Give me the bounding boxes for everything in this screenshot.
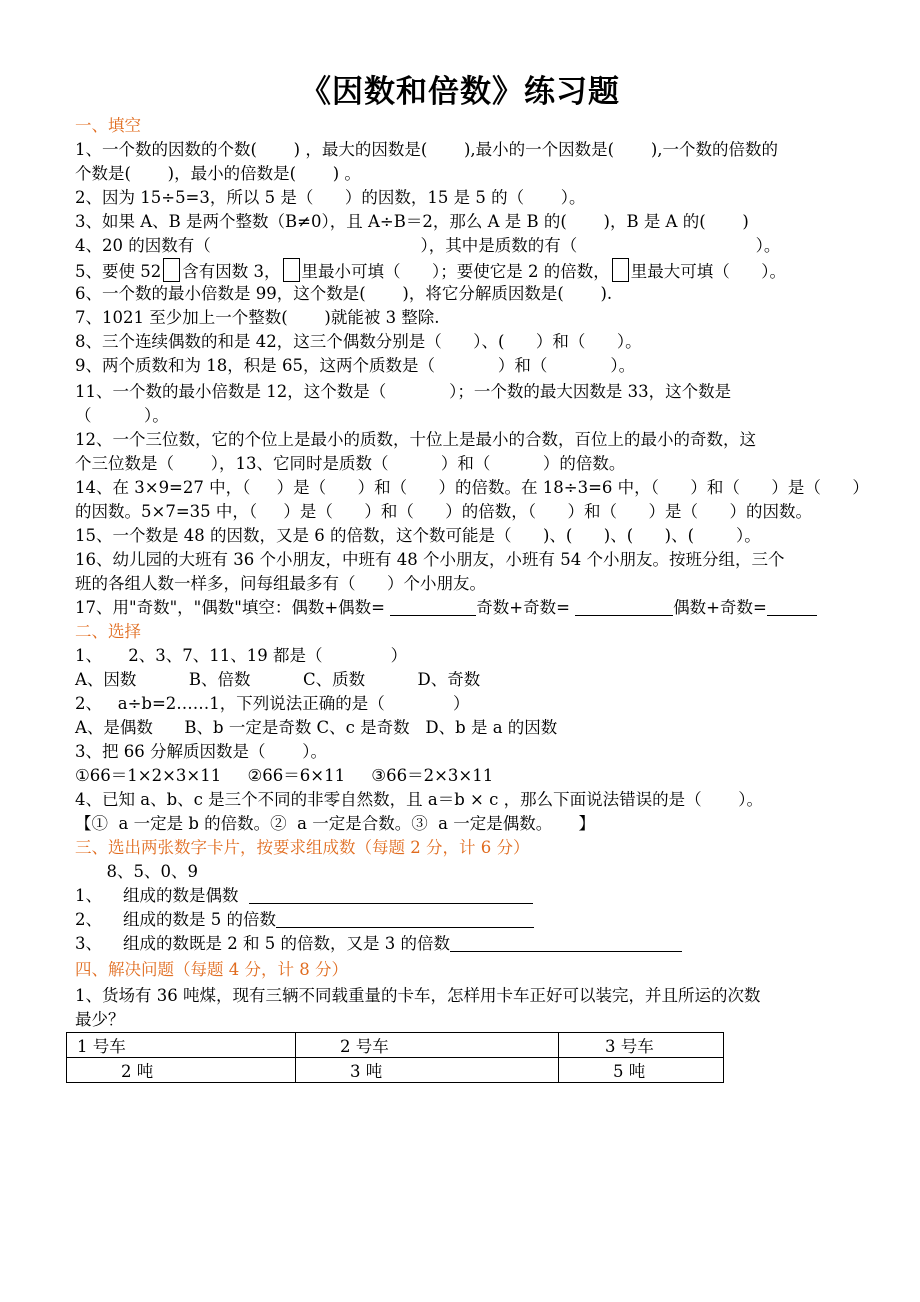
answer-line[interactable] — [249, 885, 533, 904]
cards-question-3 — [75, 932, 682, 956]
table-header-cell: 3 号车 — [559, 1033, 724, 1058]
question-17-part2: 奇数+奇数= — [476, 598, 576, 617]
question-5 — [75, 258, 786, 284]
section-header-choice: 二、选择 — [75, 622, 141, 641]
question-5-part2: 含有因数 3， — [182, 262, 281, 281]
page-title: 《因数和倍数》练习题 — [300, 74, 620, 110]
table-cell: 5 吨 — [559, 1058, 724, 1083]
section-header-fill-blank: 一、填空 — [75, 116, 141, 135]
table-row — [67, 1033, 724, 1058]
section-header-problem-solving: 四、解决问题（每题 4 分，计 8 分） — [75, 960, 348, 979]
choice-question-1-options: A、因数 B、倍数 C、质数 D、奇数 — [75, 670, 481, 689]
question-16a: 16、幼儿园的大班有 36 个小朋友，中班有 48 个小朋友，小班有 54 个小朋友。按班分组，三个 — [75, 550, 785, 569]
choice-question-4: 4、已知 a、b、c 是三个不同的非零自然数，且 a＝b × c ，那么下面说法错误的是（ ）。 — [75, 790, 764, 809]
answer-box[interactable] — [283, 258, 300, 282]
question-4: 4、20 的因数有（ ），其中是质数的有（ ）。 — [75, 236, 781, 255]
question-11b: （ ）。 — [75, 406, 169, 425]
cards-question-2 — [75, 908, 534, 932]
table-cell: 3 吨 — [296, 1058, 559, 1083]
table-header-cell: 1 号车 — [67, 1033, 296, 1058]
question-17-part3: 偶数+奇数= — [673, 598, 767, 617]
choice-question-2-options: A、是偶数 B、b 一定是奇数 C、c 是奇数 D、b 是 a 的因数 — [75, 718, 558, 737]
choice-question-4-options: 【① a 一定是 b 的倍数。② a 一定是合数。③ a 一定是偶数。 】 — [75, 814, 595, 833]
section-header-number-cards: 三、选出两张数字卡片，按要求组成数（每题 2 分，计 6 分） — [75, 838, 530, 857]
cards-question-1-text: 1、 组成的数是偶数 — [75, 886, 249, 905]
table-header-cell: 2 号车 — [296, 1033, 559, 1058]
answer-box[interactable] — [163, 258, 180, 282]
answer-line[interactable] — [276, 909, 534, 928]
question-1b: 个数是( )，最小的倍数是( ) 。 — [75, 164, 361, 183]
number-cards: 8、5、0、9 — [75, 862, 198, 881]
question-3: 3、如果 A、B 是两个整数（B≠0），且 A÷B＝2，那么 A 是 B 的( )，B 是 A 的( ) — [75, 212, 749, 231]
question-12b: 个三位数是（ ），13、它同时是质数（ ）和（ ）的倍数。 — [75, 454, 626, 473]
question-7: 7、1021 至少加上一个整数( )就能被 3 整除. — [75, 308, 440, 327]
table-cell: 2 吨 — [67, 1058, 296, 1083]
cards-question-2-text: 2、 组成的数是 5 的倍数 — [75, 910, 276, 929]
question-5-part4: 里最大可填（ ）。 — [630, 262, 786, 281]
question-2: 2、因为 15÷5=3，所以 5 是（ ）的因数，15 是 5 的（ ）。 — [75, 188, 586, 207]
table-row — [67, 1058, 724, 1083]
question-11a: 11、一个数的最小倍数是 12，这个数是（ ）；一个数的最大因数是 33，这个数是 — [75, 382, 732, 401]
answer-line[interactable] — [767, 597, 817, 616]
answer-line[interactable] — [450, 933, 682, 952]
choice-question-2: 2、 a÷b=2……1，下列说法正确的是（ ） — [75, 694, 470, 713]
cards-question-1 — [75, 884, 533, 908]
question-14b: 的因数。5×7=35 中，（ ）是（ ）和（ ）的倍数，（ ）和（ ）是（ ）的因数。 — [75, 502, 812, 521]
problem-1a: 1、货场有 36 吨煤，现有三辆不同载重量的卡车，怎样用卡车正好可以装完，并且所运的次数 — [75, 986, 761, 1005]
choice-question-1: 1、 2、3、7、11、19 都是（ ） — [75, 646, 408, 665]
question-17 — [75, 596, 817, 620]
cards-question-3-text: 3、 组成的数既是 2 和 5 的倍数，又是 3 的倍数 — [75, 934, 450, 953]
question-8: 8、三个连续偶数的和是 42，这三个偶数分别是（ ）、( ）和（ ）。 — [75, 332, 642, 351]
problem-1b: 最少？ — [75, 1010, 125, 1029]
truck-capacity-table — [66, 1032, 724, 1083]
question-14a: 14、在 3×9=27 中，（ ）是（ ）和（ ）的倍数。在 18÷3=6 中，（ ）和（ ）是（ ） — [75, 478, 869, 497]
question-5-part3: 里最小可填（ ）；要使它是 2 的倍数， — [301, 262, 610, 281]
question-1a: 1、一个数的因数的个数( ) ，最大的因数是( ),最小的一个因数是( ),一个数的倍数的 — [75, 140, 778, 159]
question-12a: 12、一个三位数，它的个位上是最小的质数，十位上是最小的合数，百位上的最小的奇数，这 — [75, 430, 756, 449]
answer-line[interactable] — [390, 597, 476, 616]
question-17-part1: 17、用"奇数"，"偶数"填空：偶数+偶数= — [75, 598, 391, 617]
question-9: 9、两个质数和为 18，积是 65，这两个质数是（ ）和（ ）。 — [75, 356, 636, 375]
answer-line[interactable] — [575, 597, 673, 616]
answer-box[interactable] — [612, 258, 629, 282]
choice-question-3: 3、把 66 分解质因数是（ ）。 — [75, 742, 327, 761]
question-16b: 班的各组人数一样多，问每组最多有（ ）个小朋友。 — [75, 574, 486, 593]
choice-question-3-options: ①66＝1×2×3×11 ②66＝6×11 ③66＝2×3×11 — [75, 766, 494, 785]
question-6: 6、一个数的最小倍数是 99，这个数是( )，将它分解质因数是( ). — [75, 284, 613, 303]
question-15: 15、一个数是 48 的因数，又是 6 的倍数，这个数可能是（ )、( )、( )、( ）。 — [75, 526, 761, 545]
question-5-part1: 5、要使 52 — [75, 262, 162, 281]
